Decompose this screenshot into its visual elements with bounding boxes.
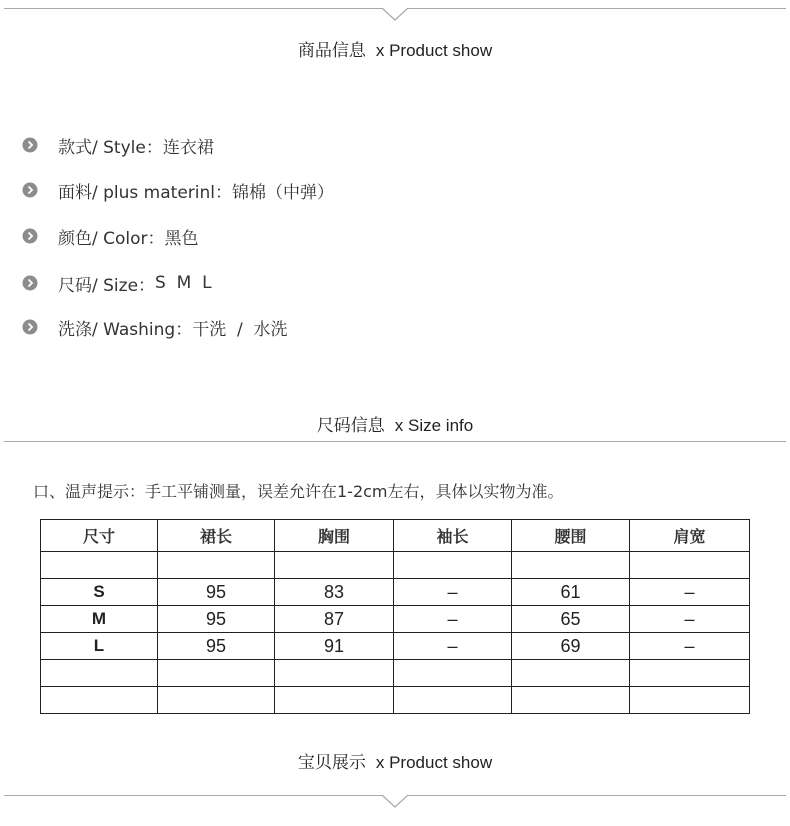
attribute-label: 洗涤/ Washing：: [58, 319, 193, 340]
measurement-cell: 91: [275, 633, 394, 660]
section-title-en: x Product show: [375, 753, 493, 772]
section-title-cn: 商品信息: [297, 41, 366, 61]
table-row: [41, 660, 750, 687]
measurement-cell: 95: [158, 633, 275, 660]
chevron-circle-icon: [22, 137, 38, 153]
section-title-product-show: [0, 748, 790, 773]
measurement-cell: –: [394, 579, 512, 606]
chevron-circle-icon: [22, 319, 38, 335]
size-cell: M: [41, 606, 158, 633]
section-title-size-info: [0, 411, 790, 436]
size-table-header-row: [41, 520, 750, 552]
size-table-header-cell: 胸围: [275, 520, 394, 552]
attribute-label: 尺码/ Size：: [58, 275, 156, 296]
measurement-cell: [394, 687, 512, 714]
bottom-divider-notch-icon: [382, 795, 408, 809]
attribute-value: 黑色: [164, 228, 199, 249]
measurement-cell: [158, 687, 275, 714]
top-divider-notch-icon: [382, 8, 408, 22]
size-cell: [41, 552, 158, 579]
attribute-value: 连衣裙: [162, 137, 214, 158]
measurement-cell: 83: [275, 579, 394, 606]
table-row: [41, 633, 750, 660]
chevron-circle-icon: [22, 182, 38, 198]
measurement-cell: [512, 660, 630, 687]
measurement-cell: 95: [158, 606, 275, 633]
measurement-cell: 69: [512, 633, 630, 660]
measurement-cell: [158, 552, 275, 579]
measurement-cell: [630, 687, 750, 714]
measurement-cell: [275, 687, 394, 714]
section-title-en: x Size info: [394, 416, 474, 435]
measurement-cell: [394, 552, 512, 579]
size-table-header-cell: 腰围: [512, 520, 630, 552]
size-table-header-cell: 袖长: [394, 520, 512, 552]
size-table-header-cell: 裙长: [158, 520, 275, 552]
size-cell: S: [41, 579, 158, 606]
measurement-cell: –: [630, 633, 750, 660]
measurement-cell: –: [630, 579, 750, 606]
measurement-cell: 87: [275, 606, 394, 633]
attribute-label: 款式/ Style：: [58, 137, 163, 158]
chevron-circle-icon: [22, 228, 38, 244]
measurement-cell: 95: [158, 579, 275, 606]
measurement-cell: [512, 552, 630, 579]
measurement-tip: 口、温声提示：手工平铺测量，误差允许在1-2cm左右，具体以实物为准。: [33, 482, 564, 501]
attribute-row: [22, 315, 288, 339]
measurement-cell: –: [394, 606, 512, 633]
measurement-cell: [512, 687, 630, 714]
table-row: [41, 552, 750, 579]
attribute-value: S M L: [155, 273, 212, 293]
measurement-cell: [158, 660, 275, 687]
attribute-value: 干洗 / 水洗: [192, 319, 288, 340]
attribute-row: [22, 271, 212, 295]
size-cell: [41, 687, 158, 714]
measurement-cell: –: [394, 633, 512, 660]
measurement-cell: [394, 660, 512, 687]
size-cell: L: [41, 633, 158, 660]
section-title-cn: 宝贝展示: [297, 753, 366, 773]
section-title-en: x Product show: [375, 41, 493, 60]
measurement-cell: [630, 552, 750, 579]
attribute-row: [22, 224, 199, 248]
attribute-row: [22, 178, 334, 202]
size-table: [40, 519, 750, 714]
measurement-cell: [630, 660, 750, 687]
size-cell: [41, 660, 158, 687]
attribute-label: 面料/ plus materinl：: [58, 182, 232, 203]
attribute-row: [22, 133, 214, 157]
attribute-label: 颜色/ Color：: [58, 228, 165, 249]
table-row: [41, 687, 750, 714]
section-title-product-info: [0, 36, 790, 61]
size-table-header-cell: 尺寸: [41, 520, 158, 552]
measurement-cell: [275, 660, 394, 687]
size-table-header-cell: 肩宽: [630, 520, 750, 552]
measurement-cell: –: [630, 606, 750, 633]
table-row: [41, 579, 750, 606]
measurement-cell: [275, 552, 394, 579]
attribute-value: 锦棉（中弹）: [232, 182, 334, 203]
size-info-divider: [4, 441, 786, 442]
measurement-cell: 61: [512, 579, 630, 606]
measurement-cell: 65: [512, 606, 630, 633]
chevron-circle-icon: [22, 275, 38, 291]
section-title-cn: 尺码信息: [316, 416, 385, 436]
table-row: [41, 606, 750, 633]
